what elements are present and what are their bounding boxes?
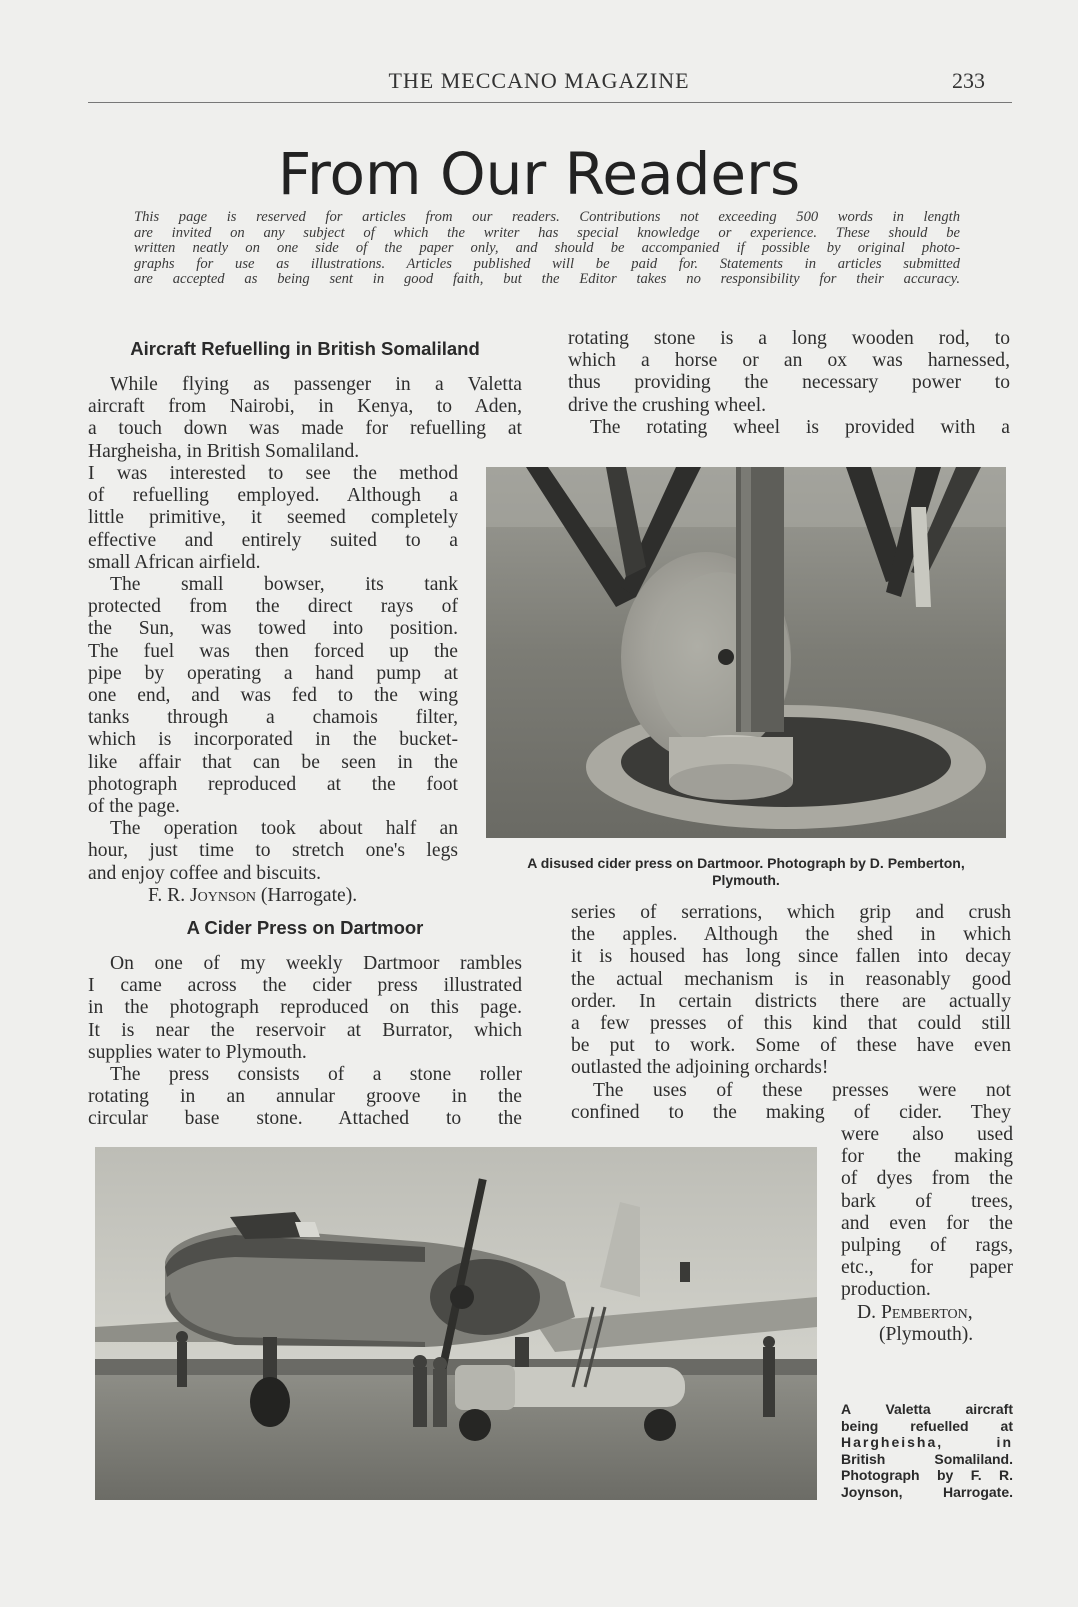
body-line: rotating stone is a long wooden rod, to (568, 328, 1010, 349)
body-line: tanks through a chamois filter, (88, 707, 458, 729)
body-line: one end, and was fed to the wing (88, 685, 458, 707)
intro-paragraph (134, 210, 960, 288)
body-line: for the making (841, 1146, 1013, 1168)
article-aircraft-col-wide (88, 374, 522, 463)
body-line: I was interested to see the method (88, 463, 458, 484)
intro-line: are invited on any subject of which the writer has special knowledge or experience. These should be (134, 224, 960, 241)
article-heading-cider: A Cider Press on Dartmoor (186, 917, 424, 938)
body-line: rotating in an annular groove in the (88, 1086, 522, 1108)
body-line: of refuelling employed. Although a (88, 485, 458, 507)
cider-photo-caption (486, 855, 1006, 888)
body-line: which a horse or an ox was harnessed, (568, 350, 1010, 372)
page-number: 233 (952, 68, 985, 93)
body-line: of the page. (88, 796, 180, 818)
body-line: a touch down was made for refuelling at (88, 418, 522, 440)
body-line: little primitive, it seemed completely (88, 507, 458, 529)
cider-press-illustration (486, 467, 1006, 838)
body-line: which is incorporated in the bucket- (88, 729, 458, 751)
body-line: The press consists of a stone roller (110, 1064, 522, 1086)
caption-line: A disused cider press on Dartmoor. Photograph by D. Pemberton, (527, 855, 965, 871)
magazine-name: THE MECCANO MAGAZINE (388, 68, 690, 93)
body-line: and enjoy coffee and biscuits. (88, 862, 322, 884)
article-cider-col2-narrow (841, 1124, 1013, 1346)
body-line: I came across the cider press illustrated (88, 975, 522, 997)
body-line: pulping of rags, (841, 1235, 1013, 1257)
page-title: From Our Readers (277, 140, 801, 208)
intro-line: written neatly on one side of the paper only, and should be accompanied if possible by original photo- (134, 240, 960, 257)
article-cider-col2-top (568, 328, 1010, 439)
body-line: like affair that can be seen in the (88, 751, 458, 773)
body-line: The rotating wheel is provided with a (590, 416, 1010, 438)
body-line: protected from the direct rays of (88, 596, 458, 618)
body-line: On one of my weekly Dartmoor rambles (110, 953, 522, 974)
body-line: photograph reproduced at the foot (88, 773, 458, 795)
body-line: the Sun, was towed into position. (88, 618, 458, 640)
body-line: circular base stone. Attached to the (88, 1108, 522, 1130)
body-line: small African airfield. (88, 551, 261, 573)
caption-line: Plymouth. (712, 871, 780, 888)
author-name: F. R. Joynson (148, 884, 256, 906)
article-heading-aircraft: Aircraft Refuelling in British Somaliland (130, 338, 480, 359)
body-line: The small bowser, its tank (110, 574, 458, 596)
body-line: the actual mechanism is in reasonably good (571, 968, 1011, 990)
intro-line: graphs for use as illustrations. Articles published will be paid for. Statements in articles submitted (134, 255, 960, 272)
body-line: thus providing the necessary power to (568, 372, 1010, 394)
article-author (841, 1302, 1013, 1324)
body-line: The fuel was then forced up the (88, 640, 458, 662)
caption-line: A Valetta aircraft (841, 1401, 1013, 1417)
body-line: aircraft from Nairobi, in Kenya, to Aden, (88, 396, 522, 418)
caption-line: British Somaliland. (841, 1450, 1013, 1467)
body-line: the apples. Although the shed in which (571, 924, 1011, 946)
article-aircraft-col-narrow (88, 463, 458, 907)
caption-line: being refuelled at (841, 1417, 1013, 1434)
body-line: bark of trees, (841, 1190, 1013, 1212)
cider-press-photo (486, 467, 1006, 838)
body-line: were also used (841, 1124, 1013, 1145)
body-line: The operation took about half an (110, 818, 458, 840)
body-line: series of serrations, which grip and crush (571, 902, 1011, 923)
body-line: outlasted the adjoining orchards! (571, 1057, 829, 1079)
author-name: D. Pemberton, (857, 1301, 973, 1323)
header-divider (88, 102, 1012, 103)
body-line: etc., for paper (841, 1257, 1013, 1279)
body-line: pipe by operating a hand pump at (88, 662, 458, 684)
caption-line: Joynson, Harrogate. (841, 1483, 1013, 1500)
body-line: Hargheisha, in British Somaliland. (88, 440, 360, 462)
article-cider-col1 (88, 953, 522, 1131)
aircraft-illustration (95, 1147, 817, 1500)
body-line: hour, just time to stretch one's legs (88, 840, 458, 862)
body-line: and even for the (841, 1212, 1013, 1234)
author-place: (Plymouth). (879, 1323, 974, 1345)
body-line: effective and entirely suited to a (88, 529, 458, 551)
aircraft-refuelling-photo (95, 1147, 817, 1500)
intro-line: are accepted as being sent in good faith, but the Editor takes no responsibility for their accuracy. (134, 271, 960, 288)
aircraft-photo-caption (841, 1401, 1013, 1500)
caption-line: Photograph by F. R. (841, 1467, 1013, 1483)
author-place: (Harrogate). (260, 884, 358, 906)
body-line: supplies water to Plymouth. (88, 1041, 307, 1063)
body-line: confined to the making of cider. They (571, 1101, 1011, 1123)
body-line: It is near the reservoir at Burrator, which (88, 1019, 522, 1041)
body-line: The uses of these presses were not (593, 1079, 1011, 1101)
article-author (88, 885, 458, 907)
body-line: While flying as passenger in a Valetta (110, 374, 522, 395)
body-line: of dyes from the (841, 1168, 1013, 1190)
body-line: drive the crushing wheel. (568, 394, 767, 416)
body-line: a few presses of this kind that could still (571, 1013, 1011, 1035)
body-line: in the photograph reproduced on this page. (88, 997, 522, 1019)
caption-line: Hargheisha, in (841, 1434, 1013, 1450)
body-line: production. (841, 1279, 931, 1301)
body-line: be put to work. Some of these have even (571, 1035, 1011, 1057)
article-cider-col2-bottom (571, 902, 1011, 1124)
intro-line: This page is reserved for articles from our readers. Contributions not exceeding 500 words in length (134, 209, 960, 225)
body-line: it is housed has long since fallen into decay (571, 946, 1011, 968)
body-line: order. In certain districts there are actually (571, 990, 1011, 1012)
